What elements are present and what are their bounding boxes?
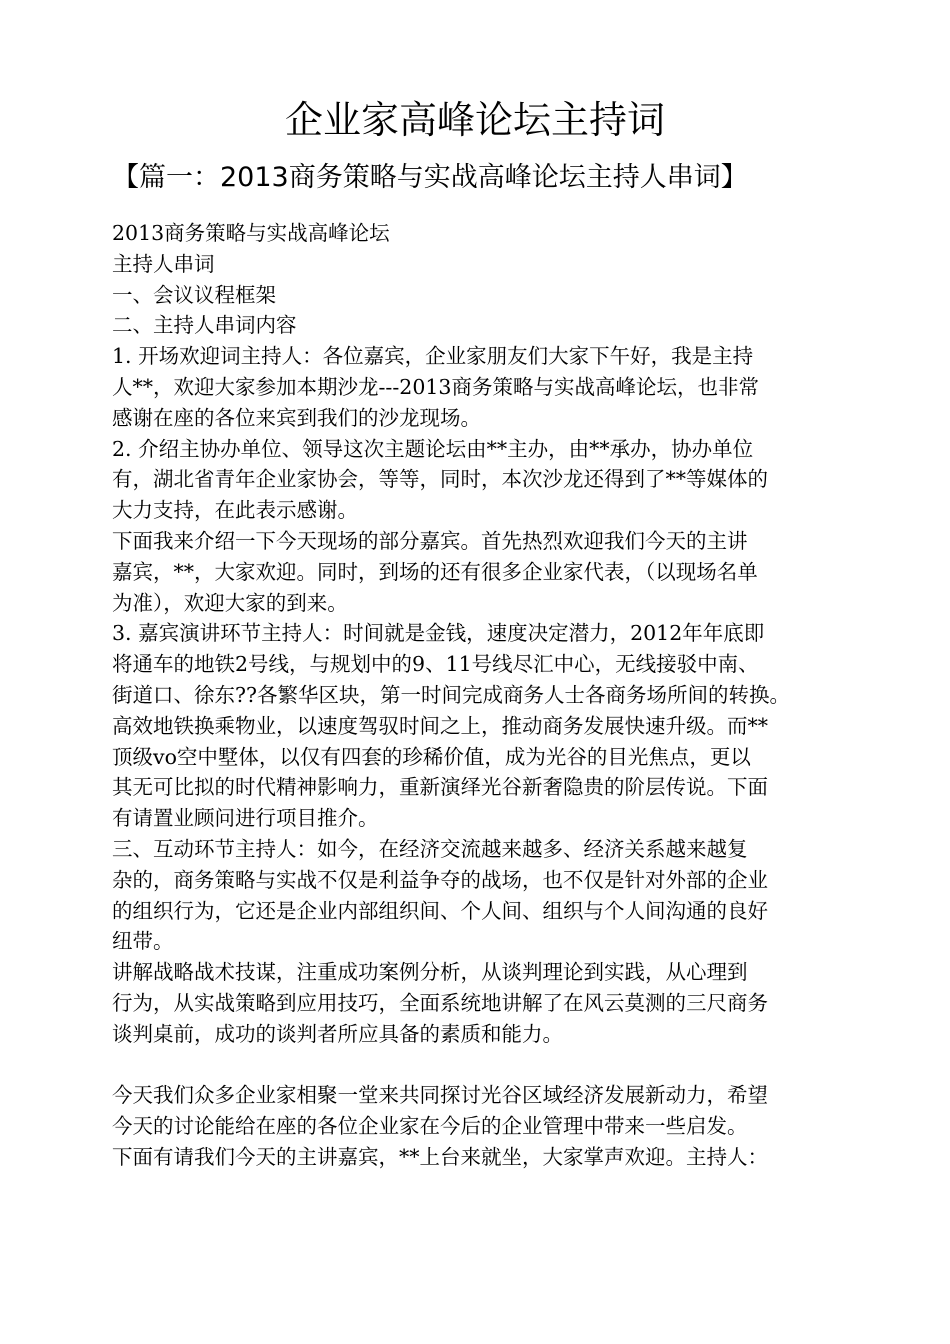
document-title: 企业家高峰论坛主持词 — [284, 98, 665, 142]
body-line: 主持人串词 — [112, 251, 215, 276]
body-line: 将通车的地铁2号线，与规划中的9、11号线尽汇中心，无线接驳中南、 — [112, 652, 759, 677]
body-line: 2. 介绍主协办单位、领导这次主题论坛由**主办，由**承办，协办单位 — [112, 436, 754, 461]
body-line: 讲解战略战术技谋，注重成功案例分析，从谈判理论到实践，从心理到 — [112, 960, 748, 985]
body-line: 3. 嘉宾演讲环节主持人：时间就是金钱，速度决定潜力，2012年年底即 — [112, 621, 765, 646]
document-subtitle: 【篇一：2013商务策略与实战高峰论坛主持人串词】 — [112, 162, 748, 193]
body-line: 杂的，商务策略与实战不仅是利益争夺的战场，也不仅是针对外部的企业 — [112, 867, 768, 892]
body-line: 1. 开场欢迎词主持人：各位嘉宾，企业家朋友们大家下午好，我是主持 — [112, 344, 754, 369]
body-line: 今天我们众多企业家相聚一堂来共同探讨光谷区域经济发展新动力，希望 — [112, 1083, 768, 1108]
body-line: 下面有请我们今天的主讲嘉宾，**上台来就坐，大家掌声欢迎。主持人： — [112, 1144, 768, 1169]
body-line: 2013商务策略与实战高峰论坛 — [112, 221, 390, 245]
body-line: 有请置业顾问进行项目推介。 — [112, 806, 379, 831]
body-line: 有，湖北省青年企业家协会，等等，同时，本次沙龙还得到了**等媒体的 — [112, 467, 768, 492]
body-line: 感谢在座的各位来宾到我们的沙龙现场。 — [112, 405, 481, 430]
body-line: 人**，欢迎大家参加本期沙龙---2013商务策略与实战高峰论坛，也非常 — [112, 374, 759, 399]
document-body — [112, 218, 872, 1173]
body-line: 街道口、徐东??各繁华区块，第一时间完成商务人士各商务场所间的转换。 — [112, 682, 790, 707]
body-line: 其无可比拟的时代精神影响力，重新演绎光谷新奢隐贵的阶层传说。下面 — [112, 775, 768, 800]
paragraph-gap — [112, 1050, 872, 1081]
body-line: 一、会议议程框架 — [112, 282, 276, 307]
body-line: 顶级vo空中墅体，以仅有四套的珍稀价值，成为光谷的目光焦点，更以 — [112, 744, 751, 769]
body-line: 的组织行为，它还是企业内部组织间、个人间、组织与个人间沟通的良好 — [112, 898, 768, 923]
body-line: 纽带。 — [112, 929, 174, 954]
body-line: 大力支持，在此表示感谢。 — [112, 498, 358, 523]
body-line: 行为，从实战策略到应用技巧，全面系统地讲解了在风云莫测的三尺商务 — [112, 990, 768, 1015]
body-line: 二、主持人串词内容 — [112, 313, 297, 338]
body-line: 三、互动环节主持人：如今，在经济交流越来越多、经济关系越来越复 — [112, 836, 748, 861]
body-line: 今天的讨论能给在座的各位企业家在今后的企业管理中带来一些启发。 — [112, 1114, 748, 1139]
body-line: 谈判桌前，成功的谈判者所应具备的素质和能力。 — [112, 1021, 563, 1046]
body-line: 嘉宾，**，大家欢迎。同时，到场的还有很多企业家代表，（以现场名单 — [112, 559, 758, 584]
body-line: 下面我来介绍一下今天现场的部分嘉宾。首先热烈欢迎我们今天的主讲 — [112, 528, 748, 553]
body-line: 高效地铁换乘物业，以速度驾驭时间之上，推动商务发展快速升级。而** — [112, 713, 768, 738]
body-line: 为准），欢迎大家的到来。 — [112, 590, 348, 615]
